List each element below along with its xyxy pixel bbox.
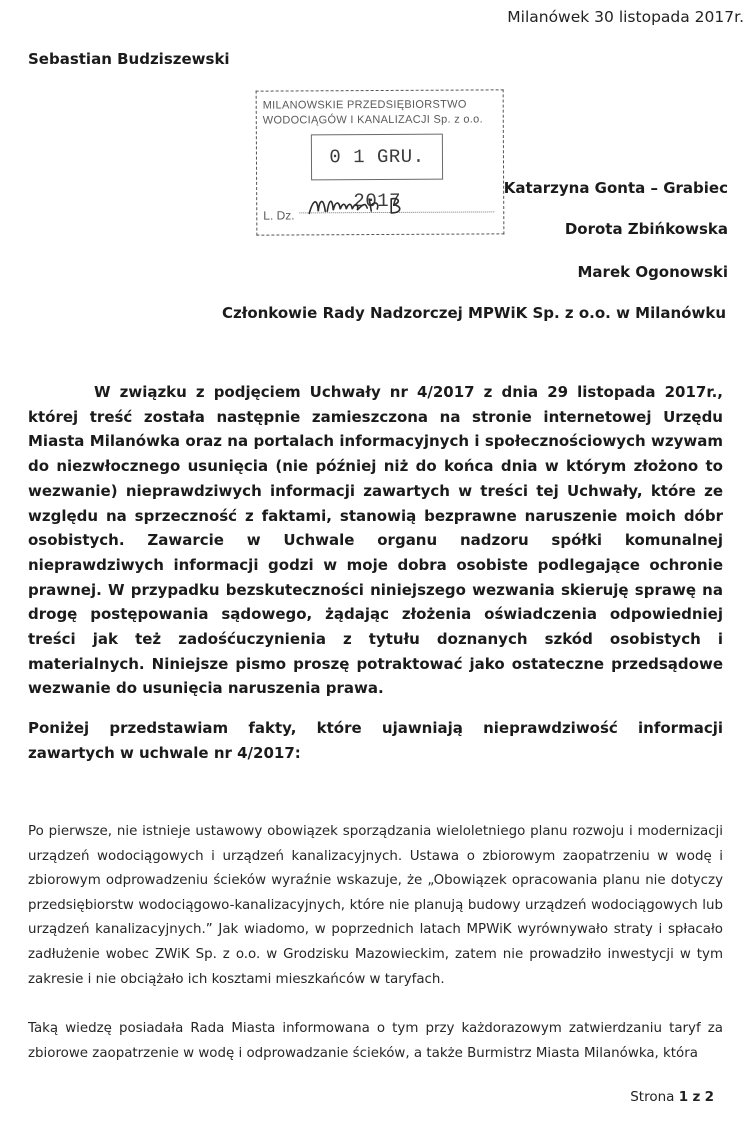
handwritten-signature [305, 191, 425, 222]
page-total: 2 [704, 1089, 714, 1105]
page-separator: z [692, 1089, 701, 1105]
paragraph-council-knowledge: Taką wiedzę posiadała Rada Miasta informowana o tym przy każdorazowym zatwierdzaniu taryf za zbiorowe zaopatrzenie w wodę i odprowadzanie ścieków, a także Burmistrz Miasta Milanówka, która [28, 1021, 723, 1061]
page-label: Strona [630, 1089, 675, 1105]
recipient-2: Dorota Zbińkowska [564, 220, 728, 238]
paragraph-demand: W związku z podjęciem Uchwały nr 4/2017 z dnia 29 listopada 2017r., której treść została następnie zamieszczona na stronie internetowej Urzędu Miasta Milanówka oraz na portalach informacyjnych i społecznościowych wzywam do niezwłocznego usunięcia (nie później niż do końca dnia w którym złożono to wezwanie) nieprawdziwych informacji zawartych w treści tej Uchwały, które ze względu na sprzeczność z faktami, stanowią bezprawne naruszenie moich dóbr osobistych. Zawarcie w Uchwale organu nadzoru spółki komunalnej nieprawdziwych informacji godzi w moje dobra osobiste podlegające ochronie prawnej. W przypadku bezskuteczności niniejszego wezwania skieruję sprawę na drogę postępowania sądowego, żądając złożenia oświadczenia odpowiedniej treści jak też zadośćuczynienia z tytułu doznanych szkód osobistych i materialnych. Niniejsze pismo proszę potraktować jako ostateczne przedsądowe wezwanie do usunięcia naruszenia prawa. [28, 383, 723, 698]
registry-stamp [256, 89, 505, 235]
stamp-received-date: 0 1 GRU. 2017 [311, 134, 443, 181]
sender-name: Sebastian Budziszewski [28, 50, 230, 68]
recipient-3: Marek Ogonowski [577, 263, 728, 281]
paragraph-first-fact: Po pierwsze, nie istnieje ustawowy obowiązek sporządzania wieloletniego planu rozwoju i modernizacji urządzeń wodociągowych i urządzeń kanalizacyjnych. Ustawa o zbiorowym zaopatrzeniu w wodę i zbiorowym odprowadzeniu ścieków wyraźnie wskazuje, że „Obowiązek opracowania planu nie dotyczy przedsiębiorstw wodociągowo-kanalizacyjnych, które nie planują budowy urządzeń wodociągowych lub urządzeń kanalizacyjnych.” Jak wiadomo, w poprzednich latach MPWiK wyrównywało straty i spłacało zadłużenie wobec ZWiK Sp. z o.o. w Grodzisku Mazowieckim, zatem nie prowadziło inwestycji w tym zakresie i nie obciążało ich kosztami mieszkańców w taryfach. [28, 824, 723, 987]
page-current: 1 [678, 1089, 689, 1105]
stamp-company-line1: MILANOWSKIE PRZEDSIĘBIORSTWO [262, 98, 467, 112]
paragraph-facts-intro: Poniżej przedstawiam fakty, które ujawniają nieprawdziwość informacji zawartych w uchwale nr 4/2017: [28, 719, 723, 762]
recipient-board: Członkowie Rady Nadzorczej MPWiK Sp. z o.o. w Milanówku [222, 304, 726, 322]
stamp-company-line2: WODOCIĄGÓW I KANALIZACJI Sp. z o.o. [262, 113, 483, 127]
page-number [630, 1089, 714, 1105]
recipient-1: Katarzyna Gonta – Grabiec [503, 179, 728, 197]
letter-date: Milanówek 30 listopada 2017r. [507, 8, 744, 26]
stamp-ldz-label: L. Dz. [263, 208, 295, 223]
